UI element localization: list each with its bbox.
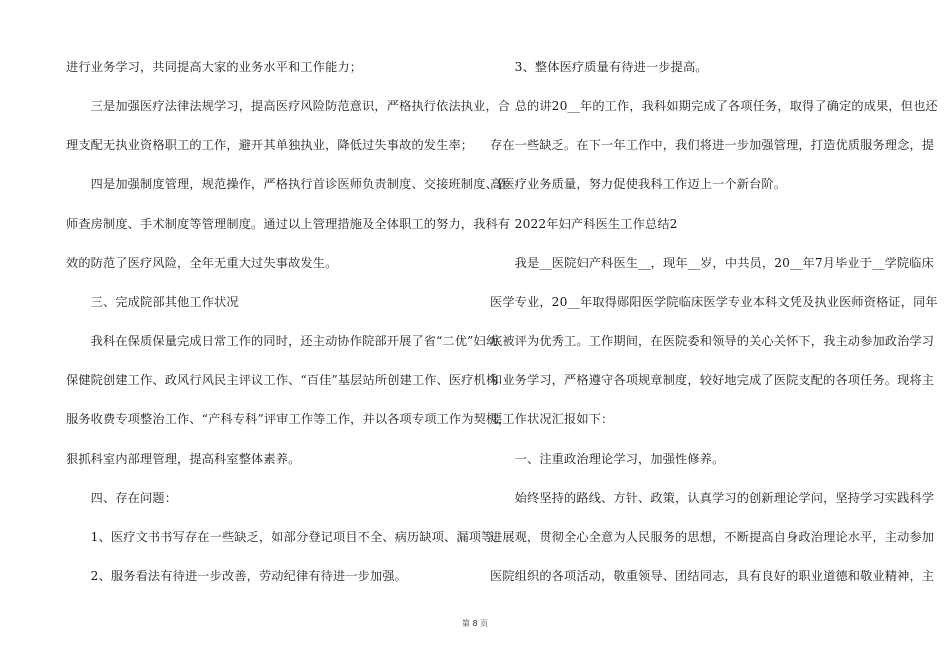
- paragraph-line: 3、整体医疗质量有待进一步提高。: [490, 60, 708, 74]
- paragraph-line: 总的讲20__年的工作，我科如期完成了各项任务，取得了确定的成果，但也还: [490, 99, 938, 113]
- paragraph-line: 医学专业，20__年取得郧阳医学院临床医学专业本科文凭及执业医师资格证，同年: [490, 295, 938, 309]
- section-heading: 一、注重政治理论学习，加强性修养。: [490, 452, 725, 466]
- paragraph-line: 存在一些缺乏。在下一年工作中，我们将进一步加强管理，打造优质服务理念，提: [490, 138, 935, 152]
- section-heading: 四、存在问题：: [66, 491, 178, 505]
- paragraph-line: 三是加强医疗法律法规学习，提高医疗风险防范意识，严格执行依法执业，合: [66, 99, 511, 113]
- paragraph-line: 2、服务看法有待进一步改善，劳动纪律有待进一步加强。: [66, 569, 408, 583]
- paragraph-line: 要工作状况汇报如下：: [490, 412, 614, 426]
- paragraph-line: 四是加强制度管理，规范操作，严格执行首诊医师负责制度、交接班制度、医: [66, 177, 511, 191]
- paragraph-line: 高医疗业务质量，努力促使我科工作迈上一个新台阶。: [490, 177, 787, 191]
- paragraph-line: 狠抓科室内部理管理，提高科室整体素养。: [66, 452, 301, 466]
- paragraph-line: 理支配无执业资格职工的工作，避开其单独执业，降低过失事故的发生率；: [66, 138, 474, 152]
- section-heading: 三、完成院部其他工作状况: [66, 295, 239, 309]
- paragraph-line: 始终坚持的路线、方针、政策，认真学习的创新理论学问，坚持学习实践科学: [490, 491, 935, 505]
- paragraph-line: 保健院创建工作、政风行风民主评议工作、“百佳”基层站所创建工作、医疗机构: [66, 373, 499, 387]
- paragraph-line: 进展观，贯彻全心全意为人民服务的思想，不断提高自身政治理论水平，主动参加: [490, 530, 935, 544]
- paragraph-line: 师查房制度、手术制度等管理制度。通过以上管理措施及全体职工的努力，我科有: [66, 217, 511, 231]
- paragraph-line: 服务收费专项整治工作、“产科专科”评审工作等工作，并以各项专项工作为契机，: [66, 412, 511, 426]
- paragraph-line: 底被评为优秀工。工作期间，在医院委和领导的关心关怀下，我主动参加政治学习: [490, 334, 935, 348]
- paragraph-line: 效的防范了医疗风险，全年无重大过失事故发生。: [66, 256, 338, 270]
- page-number: 第 8 页: [461, 619, 489, 628]
- paragraph-line: 1、医疗文书书写存在一些缺乏，如部分登记项目不全、病历缺项、漏项等。: [66, 530, 506, 544]
- paragraph-line: 进行业务学习，共同提高大家的业务水平和工作能力；: [66, 60, 363, 74]
- paragraph-line: 我是__医院妇产科医生__，现年__岁，中共员，20__年7月毕业于__学院临床: [490, 256, 934, 270]
- paragraph-line: 和业务学习，严格遵守各项规章制度，较好地完成了医院支配的各项任务。现将主: [490, 373, 935, 387]
- paragraph-line: 我科在保质保量完成日常工作的同时，还主动协作院部开展了省“二优”妇幼: [66, 334, 499, 348]
- paragraph-line: 医院组织的各项活动，敬重领导、团结同志，具有良好的职业道德和敬业精神，主: [490, 569, 935, 583]
- section-title: 2022年妇产科医生工作总结2: [490, 217, 678, 231]
